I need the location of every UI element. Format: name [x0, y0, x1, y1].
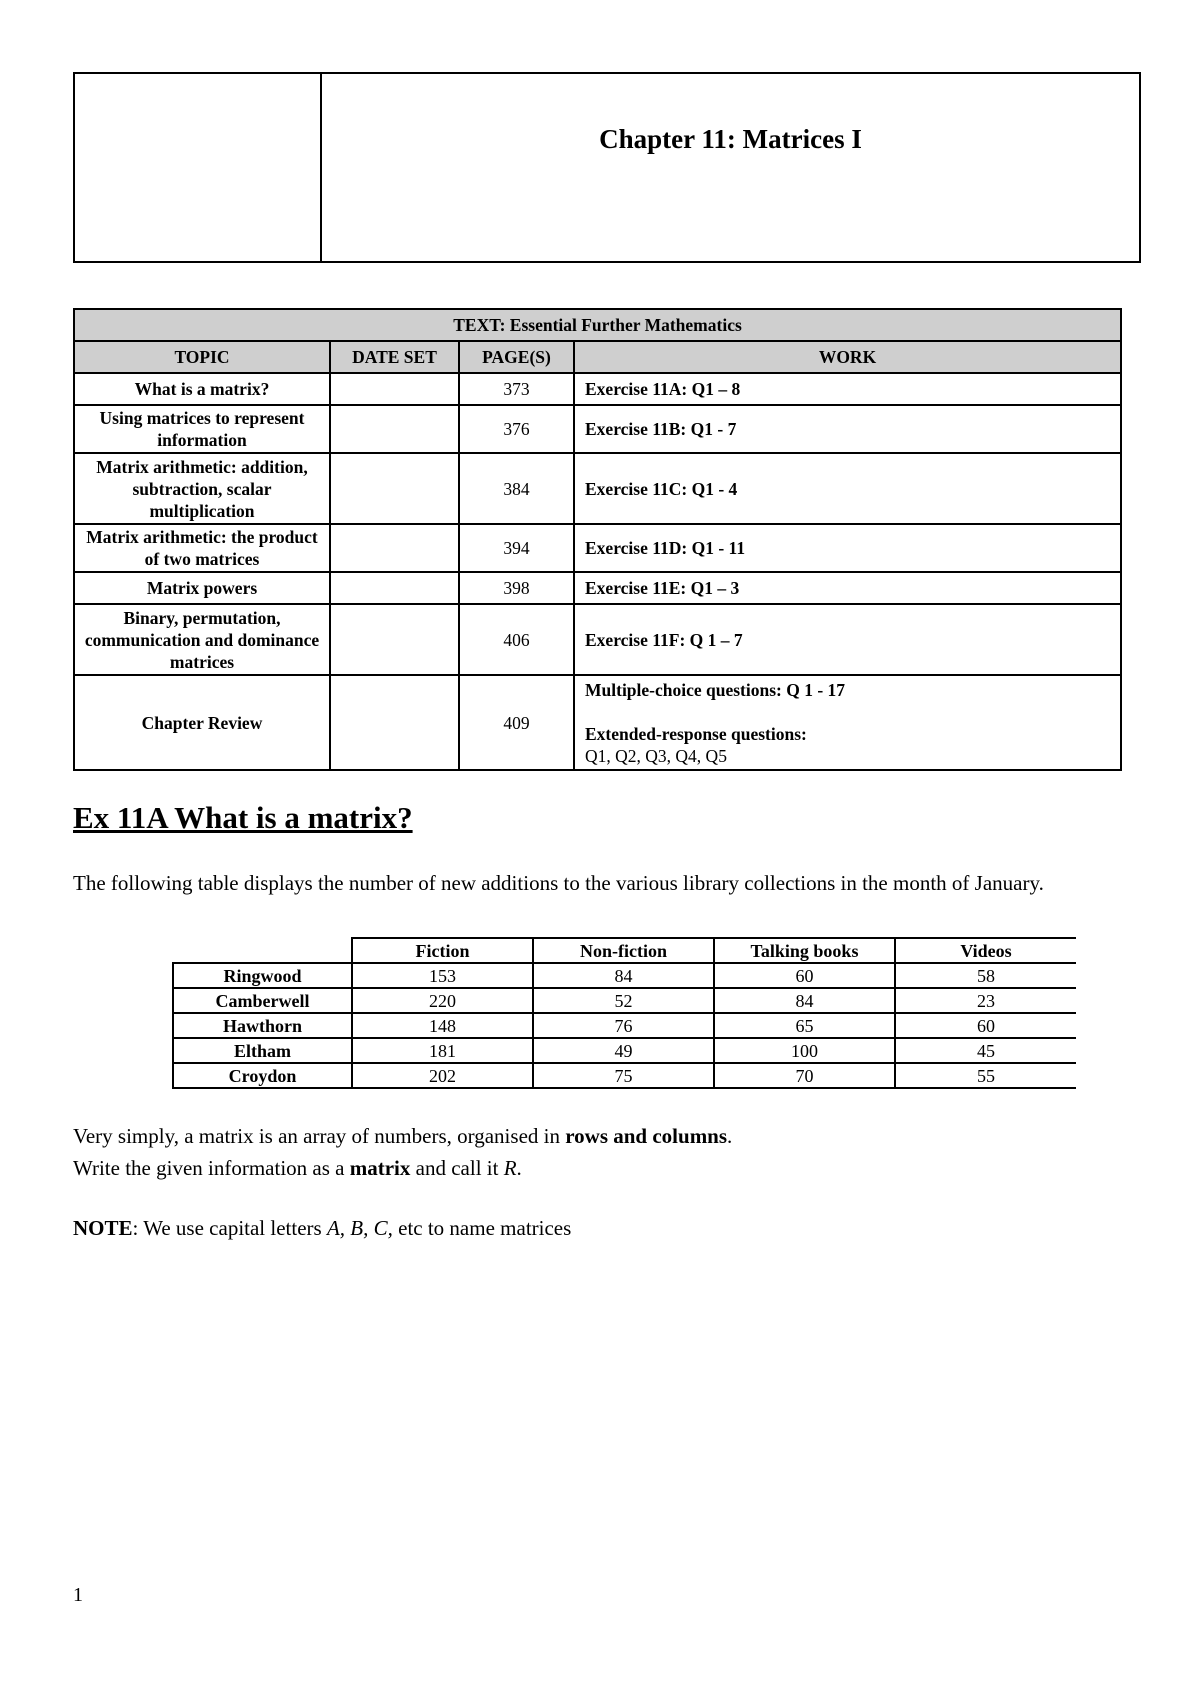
header-title-cell — [322, 74, 1139, 261]
value-cell: 84 — [714, 988, 895, 1013]
text-row — [74, 309, 1121, 341]
value-cell: 45 — [895, 1038, 1076, 1063]
work-cell: Exercise 11E: Q1 – 3 — [574, 572, 1121, 604]
library-row — [173, 1013, 1076, 1038]
rows-and-columns-emphasis: rows and columns — [565, 1124, 728, 1148]
library-row — [173, 988, 1076, 1013]
extended-response-text: Extended-response questions: — [585, 723, 807, 744]
value-cell: 202 — [352, 1063, 533, 1088]
value-cell: 76 — [533, 1013, 714, 1038]
topic-cell: Chapter Review — [74, 675, 330, 770]
date-set-cell — [330, 675, 459, 770]
schedule-row — [74, 524, 1121, 572]
value-cell: 60 — [895, 1013, 1076, 1038]
schedule-row — [74, 373, 1121, 405]
work-cell: Exercise 11A: Q1 – 8 — [574, 373, 1121, 405]
page-cell: 406 — [459, 604, 574, 675]
topic-cell: Matrix arithmetic: addition, subtraction, scalar multiplication — [74, 453, 330, 524]
value-cell: 220 — [352, 988, 533, 1013]
page-number: 1 — [73, 1584, 83, 1606]
definition-period: . — [727, 1124, 733, 1148]
date-set-cell — [330, 405, 459, 453]
page-cell: 373 — [459, 373, 574, 405]
instruction-text: Write the given information as a — [73, 1156, 350, 1180]
multiple-choice-text: Multiple-choice questions: Q 1 - 17 — [585, 679, 846, 700]
library-row — [173, 963, 1076, 988]
column-header-pages: PAGE(S) — [459, 341, 574, 373]
column-header-videos: Videos — [895, 938, 1076, 963]
library-name-cell: Camberwell — [173, 988, 352, 1013]
library-name-cell: Hawthorn — [173, 1013, 352, 1038]
value-cell: 23 — [895, 988, 1076, 1013]
column-header-topic: TOPIC — [74, 341, 330, 373]
chapter-title: Chapter 11: Matrices I — [599, 124, 862, 154]
spacer — [585, 701, 1114, 723]
topic-cell: Binary, permutation, communication and dominance matrices — [74, 604, 330, 675]
column-header-fiction: Fiction — [352, 938, 533, 963]
work-cell: Exercise 11C: Q1 - 4 — [574, 453, 1121, 524]
note-text-end: etc to name matrices — [392, 1216, 572, 1240]
library-row — [173, 1063, 1076, 1088]
textbook-label: TEXT: Essential Further Mathematics — [74, 309, 1121, 341]
matrix-emphasis: matrix — [349, 1156, 411, 1180]
note-line — [73, 1214, 571, 1242]
matrix-name-r: R — [503, 1156, 517, 1180]
value-cell: 148 — [352, 1013, 533, 1038]
work-cell: Exercise 11B: Q1 - 7 — [574, 405, 1121, 453]
value-cell: 84 — [533, 963, 714, 988]
library-row — [173, 1038, 1076, 1063]
schedule-row — [74, 405, 1121, 453]
value-cell: 100 — [714, 1038, 895, 1063]
section-heading: Ex 11A What is a matrix? — [73, 800, 413, 835]
date-set-cell — [330, 373, 459, 405]
value-cell: 153 — [352, 963, 533, 988]
date-set-cell — [330, 572, 459, 604]
page-cell: 394 — [459, 524, 574, 572]
schedule-row — [74, 572, 1121, 604]
topic-cell: What is a matrix? — [74, 373, 330, 405]
page-cell: 384 — [459, 453, 574, 524]
column-header-work: WORK — [574, 341, 1121, 373]
topic-cell: Using matrices to represent information — [74, 405, 330, 453]
page-cell: 409 — [459, 675, 574, 770]
library-header-row — [173, 938, 1076, 963]
schedule-row — [74, 453, 1121, 524]
page-cell: 376 — [459, 405, 574, 453]
library-additions-table — [172, 937, 1076, 1089]
topic-cell: Matrix powers — [74, 572, 330, 604]
instruction-text-mid: and call it — [410, 1156, 504, 1180]
definition-text: Very simply, a matrix is an array of numbers, organised in — [73, 1124, 566, 1148]
column-header-talking-books: Talking books — [714, 938, 895, 963]
date-set-cell — [330, 453, 459, 524]
column-header-date-set: DATE SET — [330, 341, 459, 373]
value-cell: 181 — [352, 1038, 533, 1063]
schedule-review-row — [74, 675, 1121, 770]
matrix-definition-line — [73, 1122, 732, 1150]
date-set-cell — [330, 524, 459, 572]
note-label: NOTE — [73, 1216, 133, 1240]
library-name-cell: Croydon — [173, 1063, 352, 1088]
value-cell: 49 — [533, 1038, 714, 1063]
date-set-cell — [330, 604, 459, 675]
chapter-header-box — [73, 72, 1141, 263]
matrix-letter-examples: A, B, C, — [326, 1216, 393, 1240]
library-name-cell: Ringwood — [173, 963, 352, 988]
value-cell: 58 — [895, 963, 1076, 988]
extended-response-items: Q1, Q2, Q3, Q4, Q5 — [585, 745, 727, 766]
library-name-cell: Eltham — [173, 1038, 352, 1063]
page-cell: 398 — [459, 572, 574, 604]
schedule-header-row — [74, 341, 1121, 373]
value-cell: 65 — [714, 1013, 895, 1038]
instruction-line — [73, 1154, 522, 1182]
instruction-period: . — [516, 1156, 522, 1180]
intro-paragraph: The following table displays the number of new additions to the various library collections in the month of January. — [73, 871, 1044, 895]
value-cell: 75 — [533, 1063, 714, 1088]
review-work-cell — [574, 675, 1121, 770]
value-cell: 52 — [533, 988, 714, 1013]
value-cell: 70 — [714, 1063, 895, 1088]
work-cell: Exercise 11D: Q1 - 11 — [574, 524, 1121, 572]
column-header-non-fiction: Non-fiction — [533, 938, 714, 963]
value-cell: 60 — [714, 963, 895, 988]
schedule-row — [74, 604, 1121, 675]
corner-cell — [173, 938, 352, 963]
topic-cell: Matrix arithmetic: the product of two matrices — [74, 524, 330, 572]
work-cell: Exercise 11F: Q 1 – 7 — [574, 604, 1121, 675]
header-blank-cell — [75, 74, 322, 261]
note-text: : We use capital letters — [132, 1216, 327, 1240]
work-schedule-table — [73, 308, 1122, 771]
value-cell: 55 — [895, 1063, 1076, 1088]
